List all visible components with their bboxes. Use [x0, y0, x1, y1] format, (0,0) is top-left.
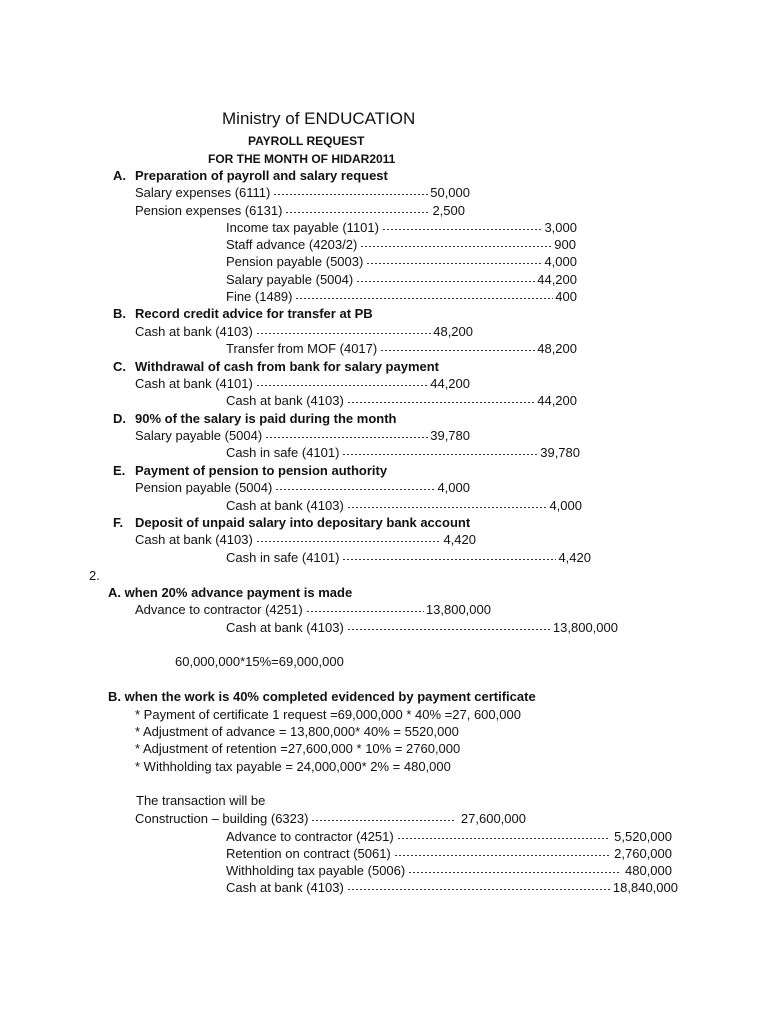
journal-debit-line: Cash at bank (4103) 48,200	[135, 324, 473, 339]
page-month: FOR THE MONTH OF HIDAR2011	[208, 152, 396, 166]
journal-debit-line: Cash at bank (4103) 4,420	[135, 532, 476, 547]
page-subtitle: PAYROLL REQUEST	[248, 134, 365, 148]
calc-bullet: * Adjustment of advance = 13,800,000* 40% = 5520,000	[135, 724, 459, 739]
section-heading: B. when the work is 40% completed evidenced by payment certificate	[108, 689, 536, 704]
question-number: 2.	[89, 568, 100, 583]
page-title: Ministry of ENDUCATION	[222, 109, 416, 128]
section-heading: Withdrawal of cash from bank for salary payment	[135, 359, 440, 374]
journal-credit-line: Cash at bank (4103) 18,840,000	[226, 880, 678, 895]
journal-credit-line: Cash in safe (4101) 39,780	[226, 445, 580, 460]
calc-bullet: * Adjustment of retention =27,600,000 * 10% = 2760,000	[135, 741, 461, 756]
journal-credit-line: Pension payable (5003) 4,000	[226, 254, 577, 269]
journal-debit-line: Advance to contractor (4251) 13,800,000	[135, 602, 491, 617]
journal-debit-line: Salary payable (5004) 39,780	[135, 428, 470, 443]
section-heading: Preparation of payroll and salary request	[135, 168, 388, 183]
transaction-intro: The transaction will be	[136, 793, 266, 808]
journal-debit-line: Construction – building (6323) 27,600,000	[135, 811, 526, 826]
journal-credit-line: Cash at bank (4103) 4,000	[226, 498, 582, 513]
calc-bullet: * Payment of certificate 1 request =69,000,000 * 40% =27, 600,000	[135, 707, 521, 722]
journal-credit-line: Withholding tax payable (5006) 480,000	[226, 863, 672, 878]
journal-credit-line: Transfer from MOF (4017) 48,200	[226, 341, 577, 356]
section-heading: Payment of pension to pension authority	[135, 463, 388, 478]
calculation: 60,000,000*15%=69,000,000	[175, 654, 344, 669]
calc-bullet: * Withholding tax payable = 24,000,000* 2% = 480,000	[135, 759, 451, 774]
section-letter: A.	[113, 168, 126, 183]
journal-credit-line: Retention on contract (5061) 2,760,000	[226, 846, 672, 861]
journal-credit-line: Income tax payable (1101) 3,000	[226, 220, 577, 235]
journal-credit-line: Staff advance (4203/2) 900	[226, 237, 576, 252]
section-letter: F.	[113, 515, 124, 530]
journal-debit-line: Salary expenses (6111) 50,000	[135, 185, 470, 200]
section-heading: A. when 20% advance payment is made	[108, 585, 353, 600]
journal-credit-line: Cash in safe (4101) 4,420	[226, 550, 591, 565]
section-heading: Record credit advice for transfer at PB	[135, 306, 373, 321]
section-letter: D.	[113, 411, 126, 426]
section-heading: 90% of the salary is paid during the month	[135, 411, 397, 426]
section-letter: B.	[113, 306, 126, 321]
journal-credit-line: Cash at bank (4103) 44,200	[226, 393, 577, 408]
journal-credit-line: Advance to contractor (4251) 5,520,000	[226, 829, 672, 844]
section-letter: C.	[113, 359, 126, 374]
journal-credit-line: Fine (1489) 400	[226, 289, 577, 304]
section-heading: Deposit of unpaid salary into depositary bank account	[135, 515, 471, 530]
journal-debit-line: Pension expenses (6131) 2,500	[135, 203, 465, 218]
section-letter: E.	[113, 463, 126, 478]
journal-credit-line: Cash at bank (4103) 13,800,000	[226, 620, 618, 635]
journal-debit-line: Cash at bank (4101) 44,200	[135, 376, 470, 391]
journal-credit-line: Salary payable (5004) 44,200	[226, 272, 577, 287]
journal-debit-line: Pension payable (5004) 4,000	[135, 480, 470, 495]
